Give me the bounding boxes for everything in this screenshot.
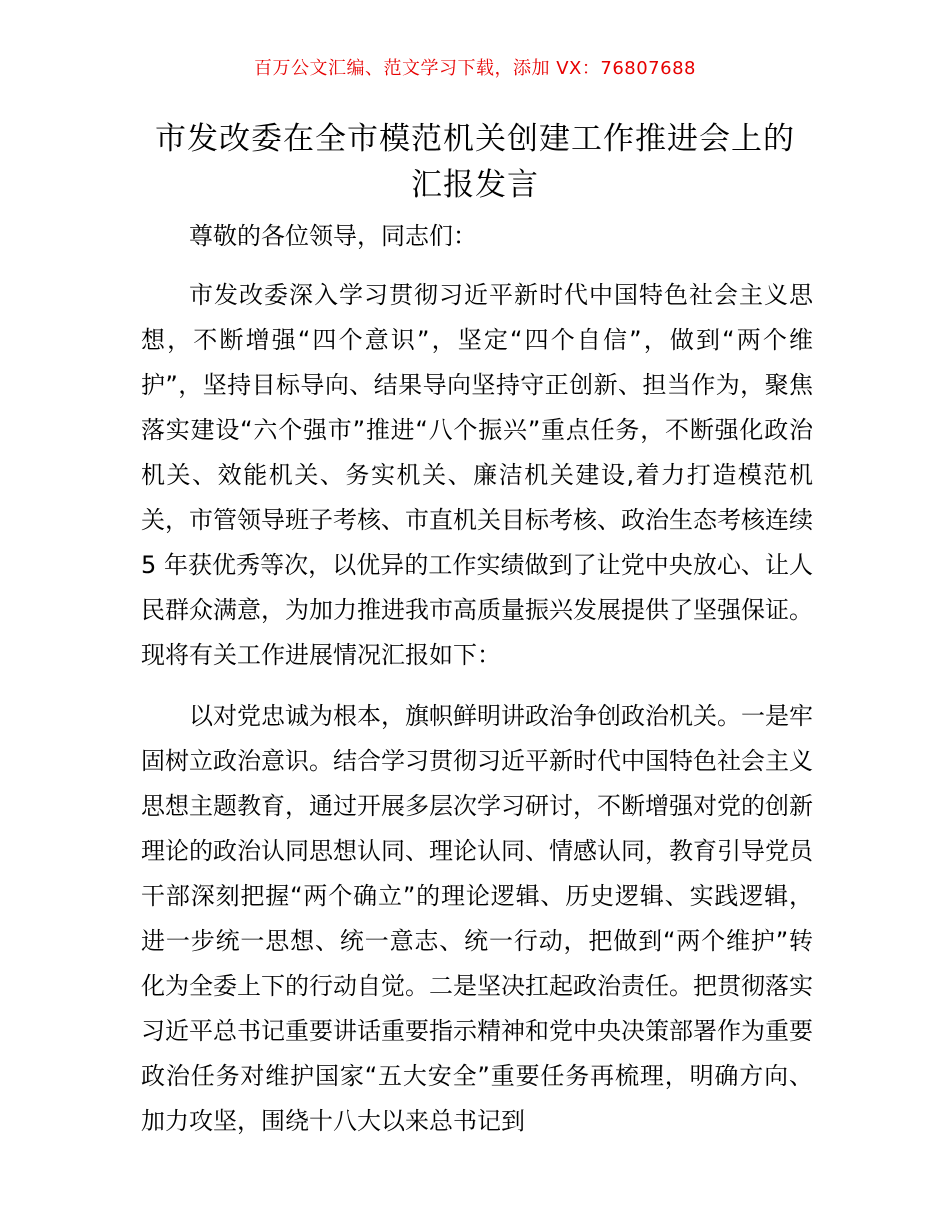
body-paragraph: 市发改委深入学习贯彻习近平新时代中国特色社会主义思想，不断增强“四个意识”，坚定“四个自信”，做到“两个维护”，坚持目标导向、结果导向坚持守正创新、担当作为，聚焦落实建设“六个强市”推进“八个振兴”重点任务，不断强化政治机关、效能机关、务实机关、廉洁机关建设,着力打造模范机关，市管领导班子考核、市直机关目标考核、政治生态考核连续 5 年获优秀等次，以优异的工作实绩做到了让党中央放心、让人民群众满意，为加力推进我市高质量振兴发展提供了坚强保证。现将有关工作进展情况汇报如下： [141,281,813,669]
watermark-header: 百万公文汇编、范文学习下载，添加 VX：76807688 [254,58,696,79]
document-title: 市发改委在全市模范机关创建工作推进会上的汇报发言 [155,121,795,203]
salutation: 尊敬的各位领导，同志们： [189,222,477,250]
document-body [141,214,813,1160]
body-paragraph: 以对党忠诚为根本，旗帜鲜明讲政治争创政治机关。一是牢固树立政治意识。结合学习贯彻习近平新时代中国特色社会主义思想主题教育，通过开展多层次学习研讨，不断增强对党的创新理论的政治认同思想认同、理论认同、情感认同，教育引导党员干部深刻把握“两个确立”的理论逻辑、历史逻辑、实践逻辑，进一步统一思想、统一意志、统一行动，把做到“两个维护”转化为全委上下的行动自觉。二是坚决扛起政治责任。把贯彻落实习近平总书记重要讲话重要指示精神和党中央决策部署作为重要政治任务对维护国家“五大安全”重要任务再梳理，明确方向、加力攻坚，围绕十八大以来总书记到 [141,702,813,1135]
